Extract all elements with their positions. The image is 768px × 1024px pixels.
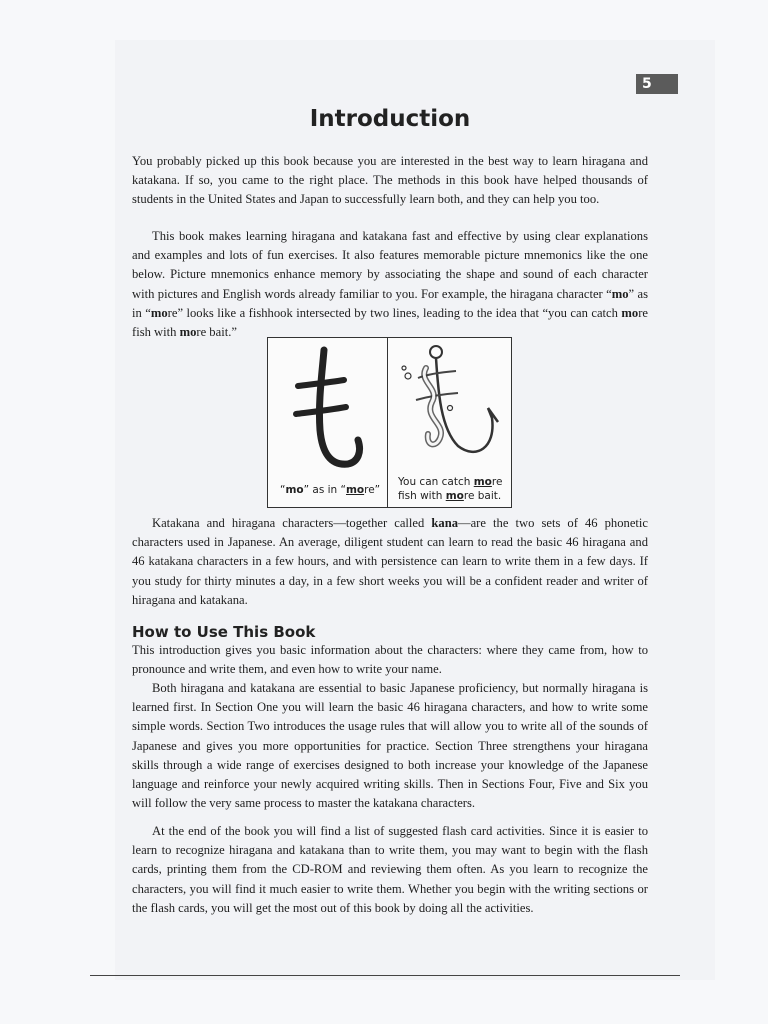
- howto-paragraph-1: This introduction gives you basic information about the characters: where they came from, how to pronounce and write them, and even how to write your name.: [132, 643, 648, 677]
- footer-rule: [90, 975, 680, 976]
- picture-caption: You can catch more fish with more bait.: [398, 476, 503, 502]
- section-heading: How to Use This Book: [132, 623, 316, 641]
- howto-paragraph-3: At the end of the book you will find a list of suggested flash card activities. Since it is easier to learn to recognize hiragana and katakana than to write them, you may want to begin with the flash cards, printing them from the CD-ROM and reviewing them often. As you learn to recognize the characters, you will find it much easier to write them. Whether you begin with the writing sections or the flash cards, you will get the most out of this book by doing all the activities.: [132, 824, 648, 915]
- intro-paragraph-2: This book makes learning hiragana and katakana fast and effective by using clear explanations and examples and lots of fun exercises. It also features memorable picture mnemonics like the one below. Picture mnemonics enhance memory by associating the shape and sound of each character with pictures and English words already familiar to you. For example, the hiragana character “mo” as in “more” looks like a fishhook intersected by two lines, leading to the idea that “you can catch more fish with more bait.”: [132, 229, 649, 340]
- fishhook-worm-illustration: [388, 338, 513, 473]
- kana-paragraph: Katakana and hiragana characters—together called kana—are the two sets of 46 phonetic characters used in Japanese. An average, diligent student can learn to read the basic 46 hiragana and 46 katakana characters in a few hours, and with persistence can learn to write them in a few days. If you study for thirty minutes a day, in a few short weeks you will be a confident reader and writer of hiragana and katakana.: [132, 516, 648, 607]
- kana-caption: “mo” as in “more”: [280, 484, 381, 496]
- picture-panel: [388, 338, 511, 507]
- page-title: Introduction: [309, 106, 471, 132]
- kana-panel: [268, 338, 388, 507]
- intro-paragraph-1: You probably picked up this book because you are interested in the best way to learn hiragana and katakana. If so, you came to the right place. The methods in this book have helped thousands of students in the United States and Japan to successfully learn both, and they can help you too.: [132, 154, 648, 207]
- page-number-badge: 5: [636, 74, 678, 94]
- howto-paragraph-2: Both hiragana and katakana are essential to basic Japanese proficiency, but normally hiragana is learned first. In Section One you will learn the basic 46 hiragana characters, and how to write some simple words. Section Two introduces the usage rules that will allow you to write all of the sounds of Japanese and gives you more opportunities for practice. Section Three strengthens your hiragana skills through a wide range of exercises designed to both increase your knowledge of the Japanese language and reinforce your newly acquired writing skills. Then in Sections Four, Five and Six you will follow the very same process to master the katakana characters.: [132, 681, 648, 811]
- hiragana-mo-glyph: [288, 344, 368, 474]
- mnemonic-illustration: [267, 337, 512, 508]
